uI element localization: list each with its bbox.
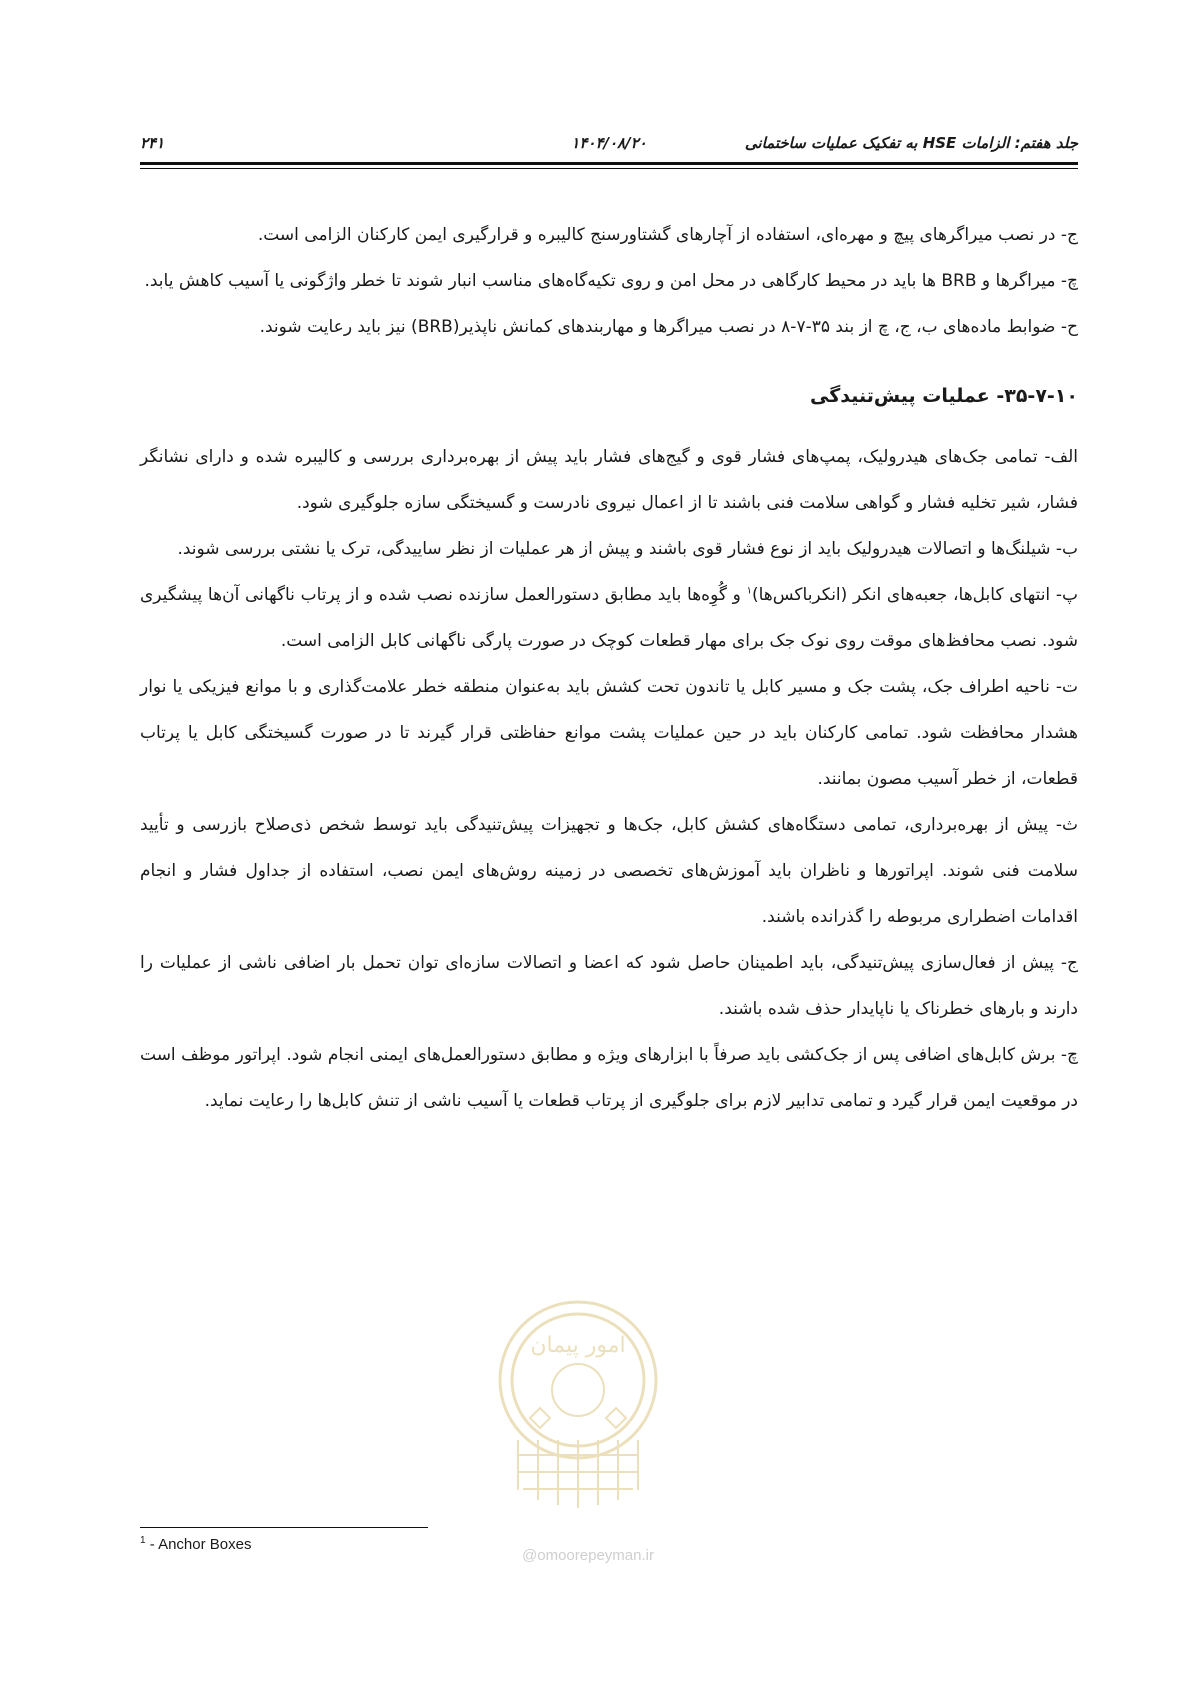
header-title: جلد هفتم: الزامات HSE به تفکیک عملیات ساختمانی [744, 134, 1078, 152]
header-page-number: ۲۴۱ [140, 134, 165, 152]
paragraph-pe-start: پ- انتهای کابل‌ها، جعبه‌های انکر (انکرباکس‌ها) [751, 585, 1078, 605]
paragraph-alef: الف- تمامی جک‌های هیدرولیک، پمپ‌های فشار قوی و گیج‌های فشار باید پیش از بهره‌برداری بررسی و کالیبره شده و دارای نشانگر فشار، شیر تخلیه فشار و گواهی سلامت فنی باشند تا از اعمال نیروی نادرست و گسیختگی سازه جلوگیری شود. [140, 447, 1078, 513]
header-date: ۱۴۰۴/۰۸/۲۰ [571, 134, 647, 152]
paragraph-te: ت- ناحیه اطراف جک، پشت جک و مسیر کابل یا تاندون تحت کشش باید به‌عنوان منطقه خطر علامت‌گذاری و با موانع فیزیکی یا نوار هشدار محافظت شود. تمامی کارکنان باید در حین عملیات پشت موانع حفاظتی قرار گیرند تا در صورت گسیختگی کابل یا پرتاب قطعات، از خطر آسیب مصون بمانند. [140, 677, 1078, 789]
paragraph-he-top: ح- ضوابط ماده‌های ب، ج، چ از بند ۳۵-۷-۸ در نصب میراگرها و مهاربندهای کمانش ناپذیر(BRB) نیز باید رعایت شوند. [259, 317, 1078, 337]
watermark-seal-text: امور پیمان [530, 1333, 626, 1358]
page-header [140, 128, 1078, 162]
paragraph-be: ب- شیلنگ‌ها و اتصالات هیدرولیک باید از نوع فشار قوی باشند و پیش از هر عملیات از نظر ساییدگی، ترک یا نشتی بررسی شوند. [177, 539, 1078, 559]
footnote-marker: 1 [140, 1535, 146, 1546]
paragraph-che: چ- برش کابل‌های اضافی پس از جک‌کشی باید صرفاً با ابزارهای ویژه و مطابق دستورالعمل‌های ایمنی انجام شود. اپراتور موظف است در موقعیت ایمن قرار گیرد و تمامی تدابیر لازم برای جلوگیری از پرتاب قطعات یا آسیب ناشی از تنش کابل‌ها را رعایت نماید. [140, 1045, 1078, 1111]
footnote-reference[interactable]: ۱ [746, 585, 752, 597]
footnote [140, 1536, 251, 1553]
footnote-text: - Anchor Boxes [145, 1536, 252, 1553]
paragraph-jim-top: ج- در نصب میراگرهای پیچ و مهره‌ای، استفاده از آچارهای گشتاورسنج کالیبره و قرارگیری ایمن کارکنان الزامی است. [257, 225, 1078, 245]
watermark-site: @omoorepeyman.ir [522, 1547, 654, 1564]
watermark-seal [478, 1290, 678, 1530]
footnote-rule [140, 1527, 428, 1528]
paragraph-pe-end: و گُوِه‌ها باید مطابق دستورالعمل سازنده نصب شده و از پرتاب ناگهانی آن‌ها پیشگیری شود. نصب محافظ‌های موقت روی نوک جک برای مهار قطعات کوچک در صورت پارگی ناگهانی کابل الزامی است. [140, 585, 1078, 651]
page-content [140, 212, 1078, 1124]
header-rule-thin [140, 168, 1078, 169]
paragraph-se: ث- پیش از بهره‌برداری، تمامی دستگاه‌های کشش کابل، جک‌ها و تجهیزات پیش‌تنیدگی باید توسط شخص ذی‌صلاح بازرسی و تأیید سلامت فنی شوند. اپراتورها و ناظران باید آموزش‌های تخصصی در زمینه روش‌های ایمن نصب، استفاده از جداول فشار و انجام اقدامات اضطراری مربوطه را گذرانده باشند. [140, 815, 1078, 927]
header-rule-thick [140, 162, 1078, 165]
paragraph-che-top: چ- میراگرها و BRB ها باید در محیط کارگاهی در محل امن و روی تکیه‌گاه‌های مناسب انبار شوند تا خطر واژگونی یا آسیب کاهش یابد. [144, 271, 1078, 291]
paragraph-jim: ج- پیش از فعال‌سازی پیش‌تنیدگی، باید اطمینان حاصل شود که اعضا و اتصالات سازه‌ای توان تحمل بار اضافی ناشی از عملیات را دارند و بارهای خطرناک یا ناپایدار حذف شده باشند. [140, 953, 1078, 1019]
section-heading: ۳۵-۷-۱۰- عملیات پیش‌تنیدگی [810, 385, 1078, 407]
paragraph-pe [140, 572, 1078, 664]
